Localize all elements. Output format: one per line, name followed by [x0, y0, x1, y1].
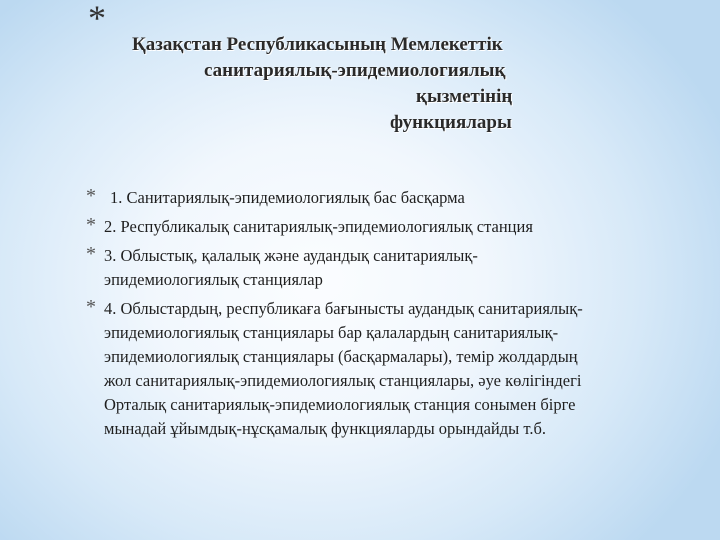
- title-line-2: санитариялық-эпидемиологиялық: [204, 60, 506, 81]
- list-item-text: 2. Республикалық санитариялық-эпидемиологиялық станция: [104, 217, 533, 236]
- bullet-icon: *: [86, 296, 96, 318]
- list-item: [86, 244, 606, 292]
- list-item-text: 4. Облыстардың, республикаға бағынысты аудандық санитариялық-эпидемиологиялық станциялары бар қалалардың санитариялық-эпидемиологиялық станциялары (басқармалары), темір жолдардың жол санитариялық-эпидемиологиялық станциялары, әуе көлігіндегі Орталық санитариялық-эпидемиологиялық станция сонымен бірге мынадай ұйымдық-нұсқамалық функцияларды орындайды т.б.: [104, 299, 583, 438]
- list-item: [86, 215, 606, 239]
- list-item: [86, 186, 606, 210]
- bullet-icon: *: [86, 243, 96, 265]
- list-item-text: 3. Облыстық, қалалық және аудандық санитариялық-эпидемиологиялық станциялар: [104, 246, 478, 289]
- title-bullet-icon: *: [88, 0, 106, 38]
- title-line-3: қызметінің: [416, 86, 513, 107]
- bullet-icon: *: [86, 185, 96, 207]
- functions-list: [86, 186, 606, 446]
- title-line-4: функциялары: [390, 112, 512, 133]
- title-line-1: Қазақстан Республикасының Мемлекеттік: [132, 34, 503, 55]
- list-item-text: 1. Санитариялық-эпидемиологиялық бас басқарма: [110, 188, 465, 207]
- bullet-icon: *: [86, 214, 96, 236]
- slide-title: [120, 32, 550, 136]
- list-item: [86, 297, 606, 441]
